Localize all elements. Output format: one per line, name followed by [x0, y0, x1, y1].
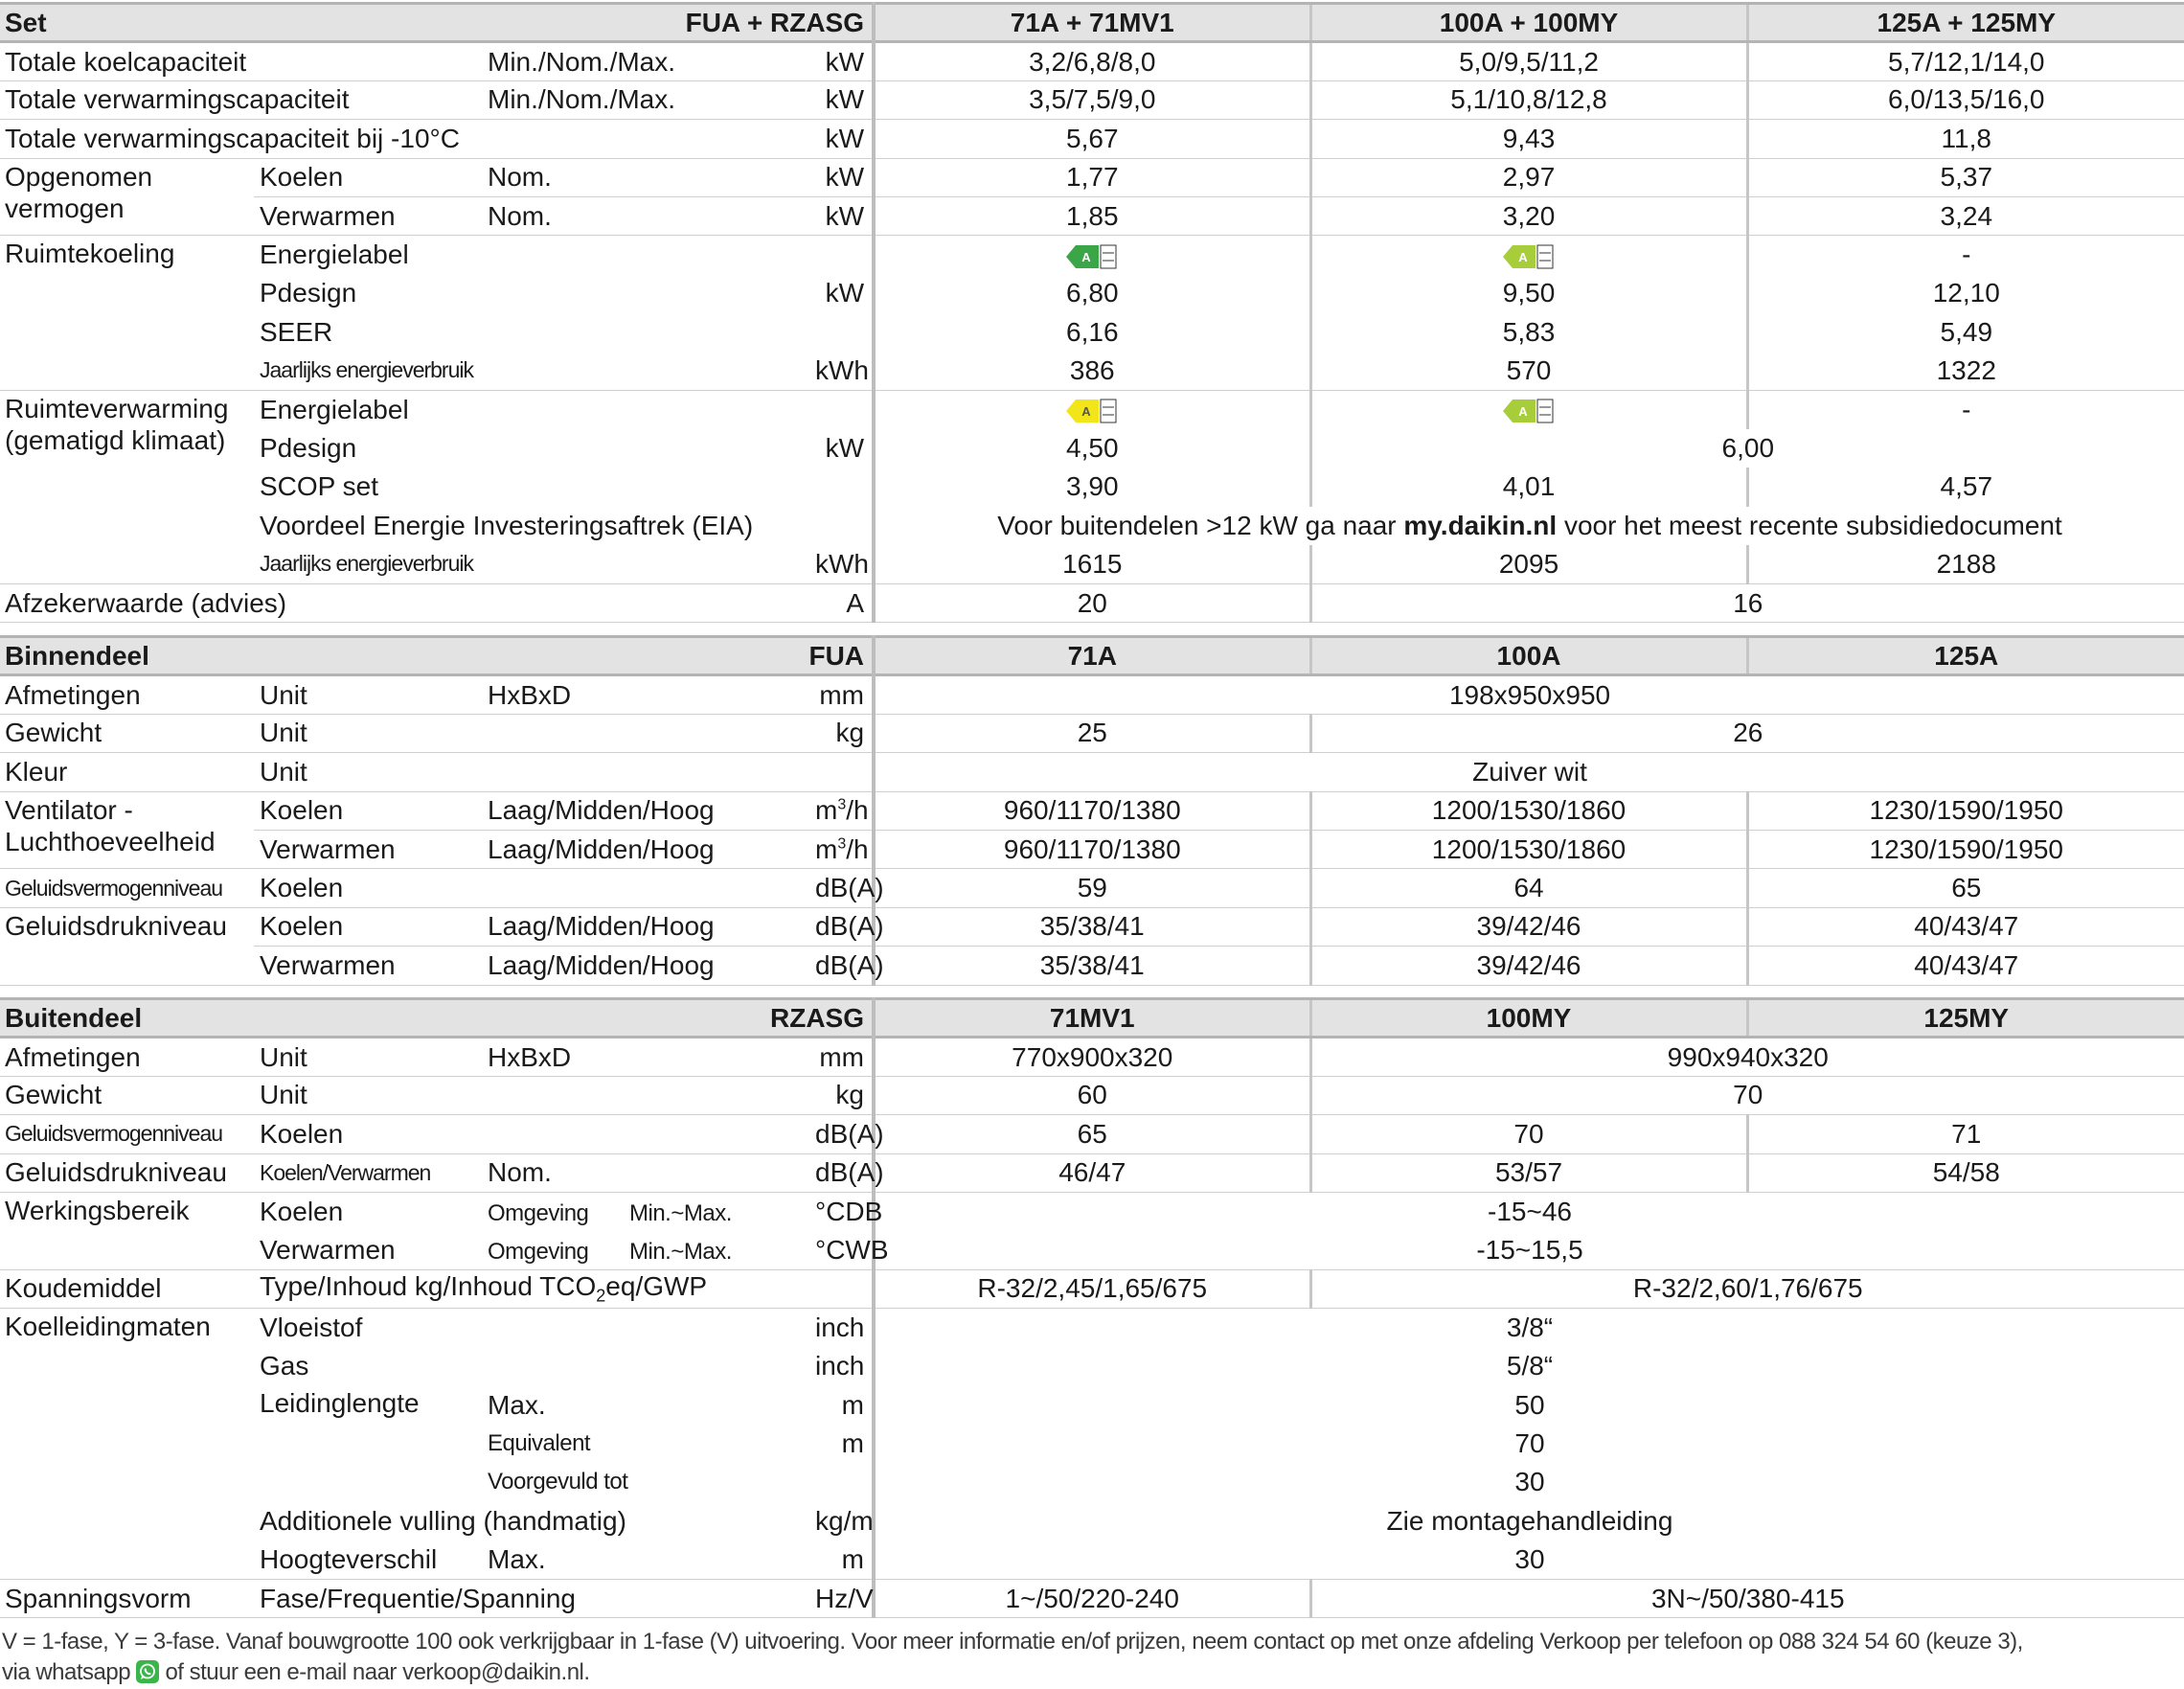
row-label: Koudemiddel [0, 1269, 254, 1308]
cell-value: R-32/2,45/1,65/675 [874, 1269, 1310, 1308]
column-header: 125MY [1747, 999, 2184, 1038]
row-sublabel: Additionele vulling (handmatig) [260, 1505, 626, 1536]
table-row [0, 1038, 2184, 1076]
cell-value: 5,49 [1747, 313, 2184, 352]
row-sublabel: Koelen/Verwarmen [254, 1153, 482, 1192]
table-row [0, 1541, 2184, 1579]
cell-value: 3,24 [1747, 196, 2184, 235]
cell-value: 1200/1530/1860 [1310, 830, 1747, 868]
row-sublabel: Unit [254, 1076, 809, 1114]
row-sublabel: Jaarlijks energieverbruik [254, 545, 809, 583]
row-sublabel: Leidinglengte [260, 1388, 420, 1419]
cell-value: 70 [1310, 1115, 1747, 1153]
cell-value: 54/58 [1747, 1153, 2184, 1192]
cell-value: 64 [1310, 869, 1747, 907]
row-sublabel: Unit [254, 1038, 482, 1076]
column-header: 71MV1 [874, 999, 1310, 1038]
section-title: Set [0, 4, 254, 42]
eia-text-pre: Voor buitendelen >12 kW ga naar [997, 510, 1397, 540]
cell-value: Zie montagehandleiding [874, 1502, 2184, 1541]
cell-value: 70 [874, 1425, 2184, 1463]
cell-value: 2188 [1747, 545, 2184, 583]
cell-value: 9,50 [1310, 274, 1747, 312]
row-unit: dB(A) [809, 1153, 874, 1192]
row-unit: kg [809, 1076, 874, 1114]
row-unit: kW [809, 196, 874, 235]
row-label: Gewicht [0, 714, 254, 752]
row-sublabel: Omgeving Min.~Max. [482, 1231, 809, 1269]
cell-value: 59 [874, 869, 1310, 907]
table-row [0, 158, 2184, 196]
cell-value: 5,67 [874, 120, 1310, 158]
section-title: Binnendeel [0, 637, 254, 675]
row-label: Afzekerwaarde (advies) [0, 583, 809, 622]
cell-value: 5,7/12,1/14,0 [1747, 42, 2184, 80]
row-unit: kW [809, 80, 874, 119]
row-sublabel: Voorgevuld tot [488, 1469, 628, 1495]
row-label: Geluidsdrukniveau [0, 1153, 254, 1192]
row-sublabel: Jaarlijks energieverbruik [254, 352, 809, 390]
eia-link[interactable]: my.daikin.nl [1403, 510, 1558, 540]
row-sublabel: Laag/Midden/Hoog [482, 907, 809, 946]
cell-value: 35/38/41 [874, 947, 1310, 985]
cell-value: 25 [874, 714, 1310, 752]
footnote-line: via whatsapp of stuur een e-mail naar verkoop@daikin.nl. [2, 1659, 590, 1685]
cell-value: 65 [874, 1115, 1310, 1153]
cell-value: - [1747, 390, 2184, 428]
row-unit: inch [809, 1309, 874, 1347]
row-sublabel: Unit [254, 675, 482, 714]
cell-value: 39/42/46 [1310, 947, 1747, 985]
row-sublabel: Gas [260, 1351, 309, 1381]
cell-value: 1322 [1747, 352, 2184, 390]
svg-text:A: A [1081, 404, 1091, 420]
row-sublabel: Verwarmen [254, 1231, 482, 1269]
row-label: Koelleidingmaten [0, 1309, 254, 1580]
cell-value: 5,83 [1310, 313, 1747, 352]
table-row [0, 468, 2184, 506]
table-row [0, 791, 2184, 830]
energy-label-cell [874, 236, 1310, 274]
indoor-header-row [0, 637, 2184, 675]
cell-value: 5,1/10,8/12,8 [1310, 80, 1747, 119]
row-sublabel: Unit [254, 714, 809, 752]
row-unit: dB(A) [809, 947, 874, 985]
row-sublabel: Verwarmen [254, 196, 482, 235]
row-label: Afmetingen [0, 675, 254, 714]
row-sublabel: Pdesign [260, 278, 357, 308]
row-unit: inch [809, 1347, 874, 1385]
cell-value: 6,80 [874, 274, 1310, 312]
row-sublabel: Max. [488, 1389, 546, 1420]
cell-value: 3,5/7,5/9,0 [874, 80, 1310, 119]
column-header: 125A + 125MY [1747, 4, 2184, 42]
row-unit: kg [809, 714, 874, 752]
cell-value: 770x900x320 [874, 1038, 1310, 1076]
cell-value: 1,85 [874, 196, 1310, 235]
cell-value: 960/1170/1380 [874, 791, 1310, 830]
cell-value: 5/8“ [874, 1347, 2184, 1385]
row-sublabel: Vloeistof [260, 1312, 363, 1343]
row-sublabel: Koelen [260, 1196, 344, 1226]
cell-value: 990x940x320 [1310, 1038, 2184, 1076]
table-row [0, 583, 2184, 622]
column-header: 71A [874, 637, 1310, 675]
column-header: 100A [1310, 637, 1747, 675]
row-sublabel: Voordeel Energie Investeringsaftrek (EIA) [260, 510, 754, 540]
table-row [0, 313, 2184, 352]
cell-value: 198x950x950 [874, 675, 2184, 714]
table-row [0, 830, 2184, 868]
eia-text-post: voor het meest recente subsidiedocument [1563, 510, 2062, 540]
cell-value: 1200/1530/1860 [1310, 791, 1747, 830]
table-row [0, 907, 2184, 946]
row-label: Geluidsdrukniveau [0, 907, 254, 985]
model-name: FUA + RZASG [482, 4, 874, 42]
table-row [0, 80, 2184, 119]
outdoor-header-row [0, 999, 2184, 1038]
energy-label-icon [1503, 244, 1555, 269]
table-row [0, 545, 2184, 583]
table-row [0, 1192, 2184, 1230]
model-name: RZASG [482, 999, 874, 1038]
cell-value: 26 [1310, 714, 2184, 752]
cell-value: 53/57 [1310, 1153, 1747, 1192]
row-unit: kW [809, 158, 874, 196]
table-row [0, 1115, 2184, 1153]
row-unit: m [809, 1541, 874, 1579]
cell-value: 70 [1310, 1076, 2184, 1114]
energy-label-icon [1066, 244, 1118, 269]
row-label: Ruimteverwarming (gematigd klimaat) [0, 390, 254, 583]
cell-value: 1615 [874, 545, 1310, 583]
row-unit: $m^3/h$ [809, 830, 874, 868]
row-unit: Hz/V [809, 1579, 874, 1617]
cell-value: 3,20 [1310, 196, 1747, 235]
row-sublabel: Unit [254, 753, 809, 791]
row-unit: m [809, 1385, 874, 1424]
whatsapp-icon[interactable] [136, 1660, 159, 1683]
row-unit: dB(A) [809, 1115, 874, 1153]
row-unit: dB(A) [809, 907, 874, 946]
table-row [0, 1385, 2184, 1424]
cell-value: 30 [874, 1541, 2184, 1579]
cell-value: - [1747, 236, 2184, 274]
table-row [0, 1502, 2184, 1541]
row-unit: kW [809, 120, 874, 158]
cell-value: 40/43/47 [1747, 947, 2184, 985]
table-row [0, 196, 2184, 235]
cell-value: 9,43 [1310, 120, 1747, 158]
footnote [2, 1627, 2182, 1688]
table-row [0, 1153, 2184, 1192]
row-sublabel: Koelen [254, 1115, 809, 1153]
cell-value: 4,57 [1747, 468, 2184, 506]
column-header: 100A + 100MY [1310, 4, 1747, 42]
table-row [0, 1076, 2184, 1114]
row-label: Totale verwarmingscapaciteit bij -10°C [0, 120, 809, 158]
energy-label-cell [1310, 390, 1747, 428]
cell-value: 4,50 [874, 429, 1310, 468]
cell-value: 60 [874, 1076, 1310, 1114]
cell-value: 50 [874, 1385, 2184, 1424]
row-sublabel: Max. [482, 1541, 809, 1579]
table-row [0, 236, 2184, 274]
row-sublabel: Nom. [482, 1153, 809, 1192]
table-row [0, 390, 2184, 428]
row-sublabel: Energielabel [260, 394, 409, 424]
cell-value: 3,2/6,8/8,0 [874, 42, 1310, 80]
row-sublabel: Hoogteverschil [254, 1541, 482, 1579]
table-row [0, 429, 2184, 468]
row-sublabel: Omgeving Min.~Max. [488, 1199, 732, 1226]
cell-value: 16 [1310, 583, 2184, 622]
row-sublabel: SEER [260, 316, 333, 347]
row-sublabel: Equivalent [488, 1429, 591, 1456]
row-sublabel: Fase/Frequentie/Spanning [254, 1579, 809, 1617]
row-sublabel: Koelen [254, 869, 809, 907]
cell-value: 39/42/46 [1310, 907, 1747, 946]
row-unit: kWh [809, 545, 874, 583]
column-header: 71A + 71MV1 [874, 4, 1310, 42]
cell-value: 46/47 [874, 1153, 1310, 1192]
cell-value: 5,37 [1747, 158, 2184, 196]
row-label: Totale koelcapaciteit [0, 42, 482, 80]
row-sublabel: Verwarmen [254, 830, 482, 868]
table-row [0, 274, 2184, 312]
energy-label-cell [874, 390, 1310, 428]
row-unit: kW [809, 274, 874, 312]
energy-label-icon [1503, 399, 1555, 423]
table-row [0, 869, 2184, 907]
cell-value: 2095 [1310, 545, 1747, 583]
row-label: Ventilator - Luchthoeveelheid [0, 791, 254, 869]
table-row [0, 947, 2184, 985]
cell-value: 6,0/13,5/16,0 [1747, 80, 2184, 119]
svg-text:A: A [1518, 249, 1528, 264]
cell-value: 71 [1747, 1115, 2184, 1153]
cell-value: 6,00 [1310, 429, 2184, 468]
cell-value: 65 [1747, 869, 2184, 907]
row-label: Geluidsvermogenniveau [0, 869, 254, 907]
cell-value: 1~/50/220-240 [874, 1579, 1310, 1617]
cell-value: 40/43/47 [1747, 907, 2184, 946]
row-sublabel: Nom. [482, 196, 809, 235]
row-label: Ruimtekoeling [0, 236, 254, 391]
row-label: Werkingsbereik [0, 1192, 254, 1269]
table-row [0, 42, 2184, 80]
row-label: Kleur [0, 753, 254, 791]
cell-value: R-32/2,60/1,76/675 [1310, 1269, 2184, 1308]
svg-text:A: A [1081, 249, 1091, 264]
cell-value: 386 [874, 352, 1310, 390]
table-row [0, 352, 2184, 390]
row-label: Afmetingen [0, 1038, 254, 1076]
table-row [0, 1347, 2184, 1385]
row-unit: kW [809, 42, 874, 80]
cell-value: 11,8 [1747, 120, 2184, 158]
row-sublabel: Laag/Midden/Hoog [482, 947, 809, 985]
row-sublabel: Energielabel [260, 240, 409, 270]
cell-value: 1,77 [874, 158, 1310, 196]
section-title: Buitendeel [0, 999, 254, 1038]
row-sublabel: Koelen [254, 158, 482, 196]
cell-value: -15~15,5 [874, 1231, 2184, 1269]
row-label: Totale verwarmingscapaciteit [0, 80, 482, 119]
row-unit: mm [809, 1038, 874, 1076]
row-sublabel: Laag/Midden/Hoog [482, 791, 809, 830]
row-unit: m [809, 1425, 874, 1463]
set-header-row [0, 4, 2184, 42]
row-sublabel: Type/Inhoud kg/Inhoud $TCO_2eq$/GWP [254, 1269, 809, 1308]
row-sublabel: Pdesign [260, 432, 357, 463]
row-sublabel: SCOP set [260, 471, 378, 502]
row-unit: kWh [809, 352, 874, 390]
cell-value: 570 [1310, 352, 1747, 390]
cell-value: 1230/1590/1950 [1747, 791, 2184, 830]
energy-label-icon [1066, 399, 1118, 423]
row-sublabel: Min./Nom./Max. [482, 42, 809, 80]
cell-value: 4,01 [1310, 468, 1747, 506]
table-row [0, 714, 2184, 752]
table-row [0, 1579, 2184, 1617]
row-unit: kW [809, 429, 874, 468]
row-label: Opgenomen vermogen [0, 158, 254, 236]
column-header: 125A [1747, 637, 2184, 675]
cell-value: 3,90 [874, 468, 1310, 506]
row-sublabel: Laag/Midden/Hoog [482, 830, 809, 868]
footnote-line: V = 1-fase, Y = 3-fase. Vanaf bouwgrootte 100 ook verkrijgbaar in 1-fase (V) uitvoering. Voor meer informatie en/of prijzen, neem contact op met onze afdeling Verkoop per telefoon op 088 324 54 60 (keuze 3), [2, 1629, 2023, 1655]
cell-value: 12,10 [1747, 274, 2184, 312]
row-unit: $m^3/h$ [809, 791, 874, 830]
table-row [0, 753, 2184, 791]
row-sublabel: Koelen [254, 791, 482, 830]
row-unit: °CDB [809, 1192, 874, 1230]
row-sublabel: Min./Nom./Max. [482, 80, 809, 119]
row-unit: dB(A) [809, 869, 874, 907]
cell-value: 960/1170/1380 [874, 830, 1310, 868]
column-header: 100MY [1310, 999, 1747, 1038]
row-label: Spanningsvorm [0, 1579, 254, 1617]
cell-value: 6,16 [874, 313, 1310, 352]
table-row [0, 507, 2184, 545]
table-row [0, 120, 2184, 158]
row-label: Geluidsvermogenniveau [0, 1115, 254, 1153]
row-label: Gewicht [0, 1076, 254, 1114]
cell-value: 35/38/41 [874, 907, 1310, 946]
row-sublabel: Nom. [482, 158, 809, 196]
cell-value: 2,97 [1310, 158, 1747, 196]
cell-value: 3N~/50/380-415 [1310, 1579, 2184, 1617]
row-sublabel: HxBxD [482, 675, 809, 714]
indoor-table [0, 635, 2184, 986]
row-unit: A [809, 583, 874, 622]
row-sublabel: HxBxD [482, 1038, 809, 1076]
model-name: FUA [482, 637, 874, 675]
row-unit: kg/m [809, 1502, 874, 1541]
row-sublabel: Koelen [254, 907, 482, 946]
row-sublabel: Verwarmen [254, 947, 482, 985]
energy-label-cell [1310, 236, 1747, 274]
svg-text:A: A [1518, 404, 1528, 420]
table-row [0, 675, 2184, 714]
cell-value: Zuiver wit [874, 753, 2184, 791]
row-unit: mm [809, 675, 874, 714]
table-row [0, 1269, 2184, 1308]
cell-value: 3/8“ [874, 1309, 2184, 1347]
cell-value: -15~46 [874, 1192, 2184, 1230]
set-table [0, 2, 2184, 623]
cell-value: 30 [874, 1463, 2184, 1501]
eia-note [874, 507, 2184, 545]
cell-value: 20 [874, 583, 1310, 622]
table-row [0, 1231, 2184, 1269]
outdoor-table [0, 997, 2184, 1618]
cell-value: 5,0/9,5/11,2 [1310, 42, 1747, 80]
table-row [0, 1309, 2184, 1347]
cell-value: 1230/1590/1950 [1747, 830, 2184, 868]
row-unit: °CWB [809, 1231, 874, 1269]
